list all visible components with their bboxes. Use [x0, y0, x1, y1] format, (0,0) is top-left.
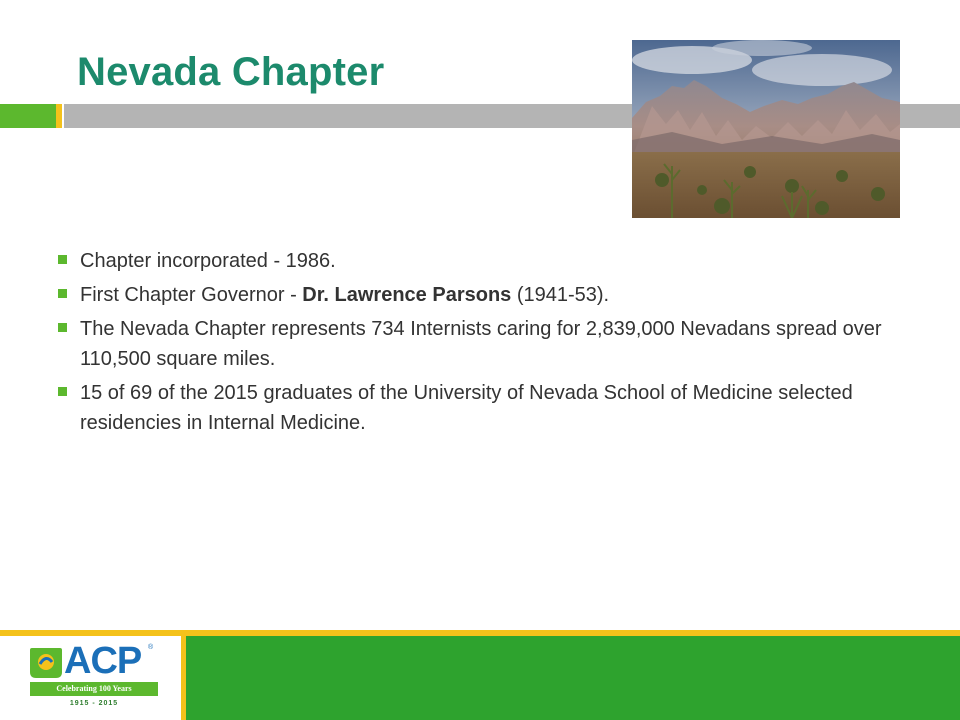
acp-logo-emblem-icon	[26, 642, 66, 682]
bullet-text: 15 of 69 of the 2015 graduates of the University of Nevada School of Medicine selected residencies in Internal Medicine.	[80, 382, 853, 434]
acp-logo-years: 1915 - 2015	[69, 700, 119, 707]
bullet-text: The Nevada Chapter represents 734 Internists caring for 2,839,000 Nevadans spread over 110,500 square miles.	[80, 318, 882, 370]
acp-logo-trademark: ®	[148, 644, 154, 651]
acp-logo	[24, 640, 164, 718]
slide-title: Nevada Chapter	[77, 50, 385, 94]
title-bar-green-tab	[0, 104, 56, 128]
bullet-square-icon	[58, 323, 67, 332]
bullet-text: Chapter incorporated - 1986.	[80, 250, 336, 272]
bullet-square-icon	[58, 387, 67, 396]
bullet-text-post: (1941-53).	[511, 284, 610, 306]
desert-mountain-photo	[632, 40, 900, 218]
acp-logo-text: ACP	[64, 640, 142, 682]
bullet-item-graduates	[56, 378, 906, 438]
bullet-square-icon	[58, 255, 67, 264]
bullet-item-governor	[56, 280, 906, 310]
acp-logo-ribbon: Celebrating 100 Years	[30, 682, 158, 696]
title-bar-yellow-tab	[56, 104, 62, 128]
bullet-item-incorporated	[56, 246, 906, 276]
bullet-text-pre: First Chapter Governor -	[80, 284, 303, 306]
bullet-item-internists	[56, 314, 906, 374]
footer-green-band	[186, 636, 960, 720]
governor-name: Dr. Lawrence Parsons	[302, 284, 512, 306]
bullet-square-icon	[58, 289, 67, 298]
bullet-list	[56, 246, 906, 442]
